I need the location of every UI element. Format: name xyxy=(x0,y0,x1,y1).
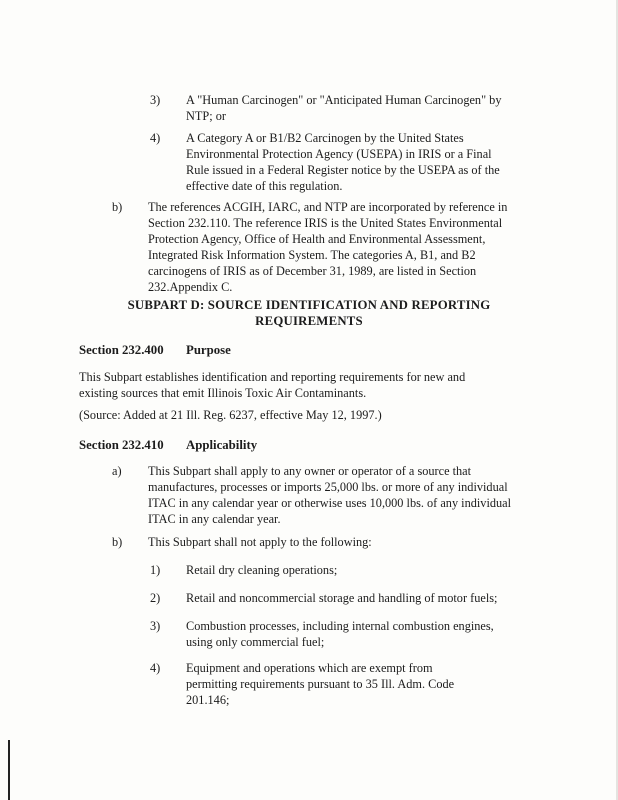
list-item-number: 1) xyxy=(150,563,161,577)
list-item-number: 4) xyxy=(150,661,161,675)
list-item-number: 3) xyxy=(150,93,161,107)
list-item-text: Equipment and operations which are exempt from permitting requirements pursuant to 35 Ill. Adm. Code 201.146; xyxy=(186,661,455,707)
item-b-label: b) xyxy=(112,200,123,214)
section-body: This Subpart establishes identification and reporting requirements for new and existing sources that emit Illinois Toxic Air Contaminants. xyxy=(79,370,466,400)
subpart-heading-line1: SUBPART D: SOURCE IDENTIFICATION AND REPORTING xyxy=(127,298,491,312)
subpart-heading-line2: REQUIREMENTS xyxy=(255,314,363,328)
list-item-text: A Category A or B1/B2 Carcinogen by the United States Environmental Protection Agency (USEPA) in IRIS or a Final Rule issued in a Federal Register notice by the USEPA as of the effective date of this regulation. xyxy=(186,131,500,193)
section-number: Section 232.400 xyxy=(79,343,164,357)
list-item-text: Retail and noncommercial storage and handling of motor fuels; xyxy=(186,591,498,605)
scan-edge-mark xyxy=(8,740,10,800)
list-item-number: 2) xyxy=(150,591,161,605)
subsection-a-label: a) xyxy=(112,464,122,478)
section-number: Section 232.410 xyxy=(79,438,164,452)
list-item-text: Combustion processes, including internal combustion engines, using only commercial fuel; xyxy=(186,619,494,649)
subsection-b-label: b) xyxy=(112,535,123,549)
list-item-text: A "Human Carcinogen" or "Anticipated Human Carcinogen" by NTP; or xyxy=(186,93,502,123)
item-b-text: The references ACGIH, IARC, and NTP are incorporated by reference in Section 232.110. The reference IRIS is the United States Environmental Protection Agency, Office of Health and Environmental Assessment, Integrated Risk Information System. The categories A, B1, and B2 carcinogens of IRIS as of December 31, 1989, are listed in Section 232.Appendix C. xyxy=(148,200,508,294)
section-title: Applicability xyxy=(186,438,258,452)
subsection-a-text: This Subpart shall apply to any owner or operator of a source that manufactures, processes or imports 25,000 lbs. or more of any individual ITAC in any calendar year or otherwise uses 10,000 lbs. of any individual ITAC in any calendar year. xyxy=(148,464,512,526)
list-item-number: 3) xyxy=(150,619,161,633)
subsection-b-text: This Subpart shall not apply to the following: xyxy=(148,535,372,549)
list-item-number: 4) xyxy=(150,131,161,145)
section-title: Purpose xyxy=(186,343,231,357)
source-note: (Source: Added at 21 Ill. Reg. 6237, effective May 12, 1997.) xyxy=(79,408,382,422)
list-item-text: Retail dry cleaning operations; xyxy=(186,563,338,577)
